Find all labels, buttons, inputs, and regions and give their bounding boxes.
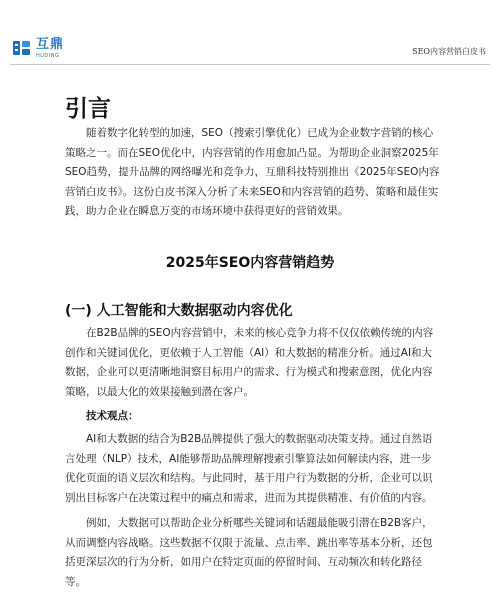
intro-paragraph: 随着数字化转型的加速，SEO（搜索引擎优化）已成为企业数字营销的核心策略之一。而在SEO优化中，内容营销的作用愈加凸显。为帮助企业洞察2025年SEO趋势，提升品牌的网络曝光和竞争力，互鼎科技特别推出《2025年SEO内容营销白皮书》。这份白皮书深入分析了未来SEO和内容营销的趋势、策略和最佳实践，助力企业在瞬息万变的市场环境中获得更好的营销效果。 bbox=[65, 127, 440, 217]
intro-heading: 引言 bbox=[65, 96, 111, 122]
logo-mark-icon bbox=[12, 38, 32, 58]
page-header bbox=[10, 34, 490, 65]
logo-text: 互鼎 bbox=[36, 37, 65, 52]
section-paragraph-3: 例如，大数据可以帮助企业分析哪些关键词和话题最能吸引潜在B2B客户，从而调整内容战略。这些数据不仅限于流量、点击率、跳出率等基本分析，还包括更深层次的行为分析，如用户在特定页面的停留时间、互动频次和转化路径等。 bbox=[65, 517, 433, 588]
company-logo bbox=[12, 37, 92, 63]
section-paragraph-2: AI和大数据的结合为B2B品牌提供了强大的数据驱动决策支持。通过自然语言处理（NLP）技术，AI能够帮助品牌理解搜索引擎算法如何解读内容，进一步优化页面的语义层次和结构。与此同时，基于用户行为数据的分析，企业可以识别出目标客户在决策过程中的痛点和需求，进而为其提供精准、有价值的内容。 bbox=[65, 433, 433, 504]
logo-subtext: HUDING bbox=[36, 53, 60, 59]
technical-viewpoint-label: 技术观点： bbox=[86, 410, 139, 422]
section-heading: 2025年SEO内容营销趋势 bbox=[165, 255, 335, 271]
section-paragraph-1: 在B2B品牌的SEO内容营销中，未来的核心竞争力将不仅仅依赖传统的内容创作和关键词优化，更依赖于人工智能（AI）和大数据的精准分析。通过AI和大数据，企业可以更清晰地洞察目标用户的需求、行为模式和搜索意图，优化内容策略，以最大化的效果接触到潜在客户。 bbox=[65, 327, 434, 398]
running-title: SEO内容营销白皮书 bbox=[412, 47, 486, 56]
section-subheading: (一) 人工智能和大数据驱动内容优化 bbox=[65, 303, 293, 319]
